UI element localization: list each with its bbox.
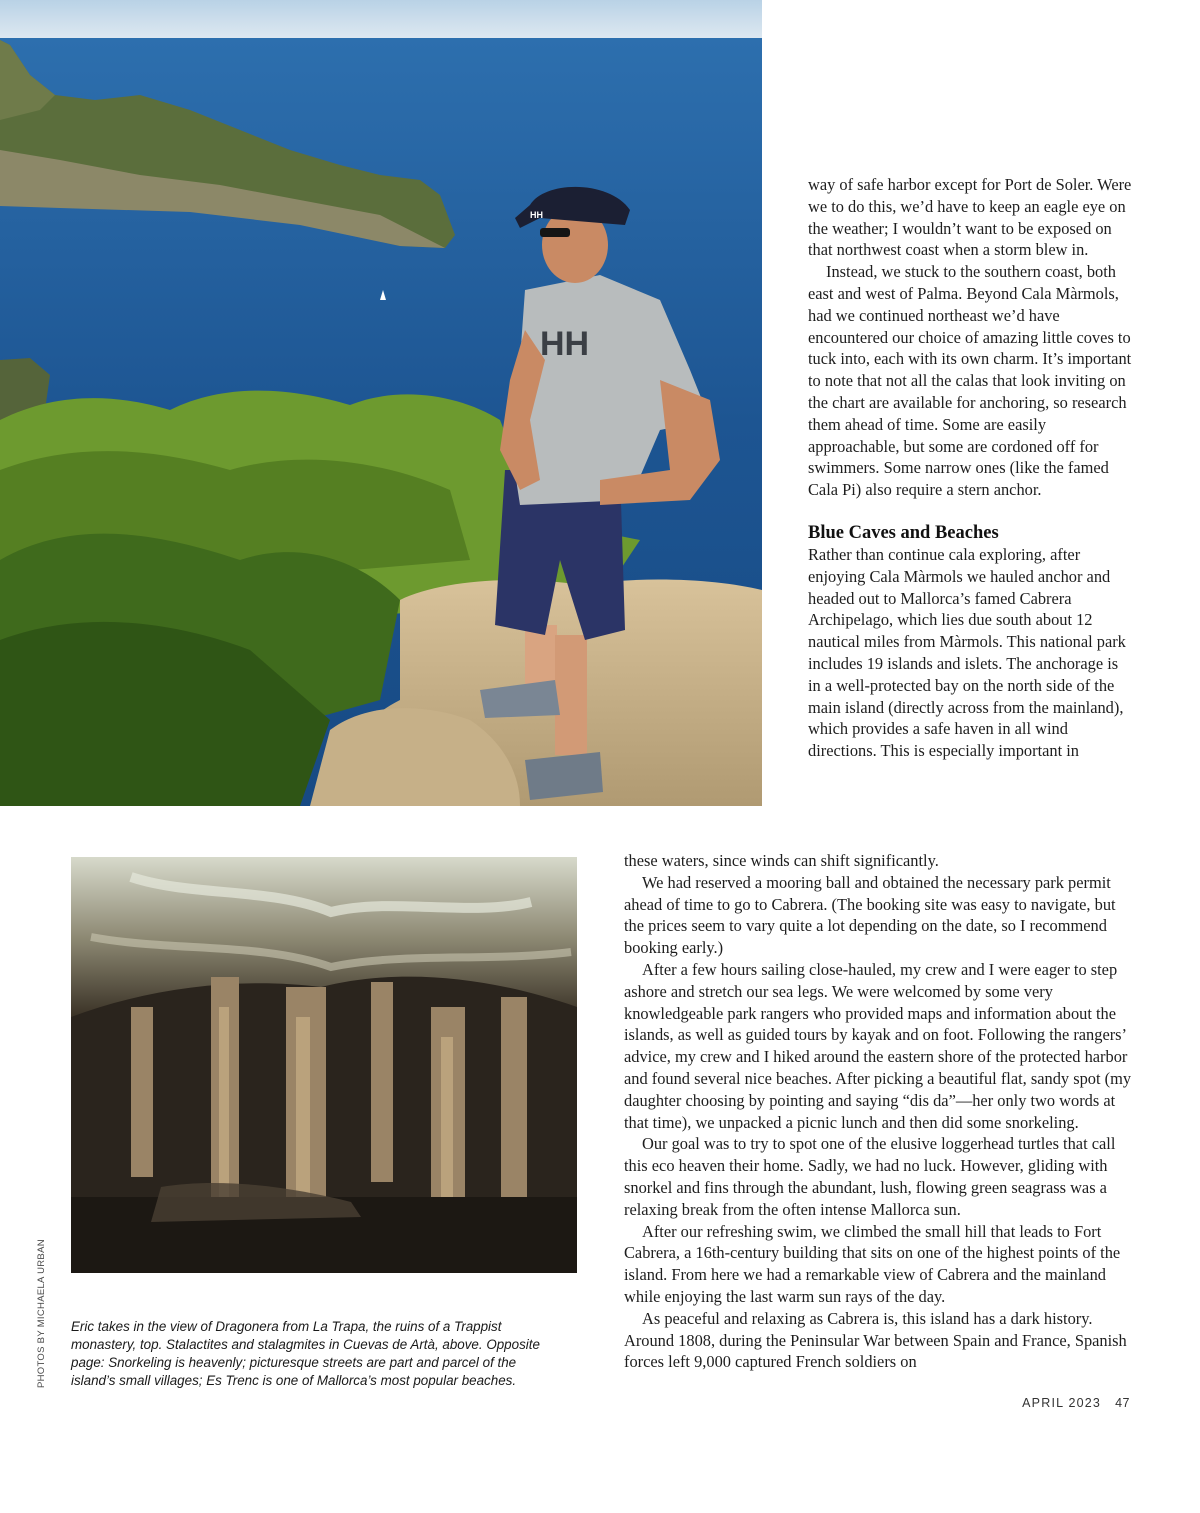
paragraph: As peaceful and relaxing as Cabrera is, this island has a dark history. Around 1808, during the Peninsular War between Spain and France, Spanish forces left 9,000 captured French soldiers on — [624, 1308, 1127, 1372]
paragraph: these waters, since winds can shift significantly. — [624, 851, 939, 870]
page-number: 47 — [1115, 1396, 1130, 1410]
cap-logo: HH — [530, 210, 543, 220]
cave-illustration — [71, 857, 577, 1273]
paragraph: We had reserved a mooring ball and obtained the necessary park permit ahead of time to go to Cabrera. (The booking site was easy to navigate, but the prices seem to vary quite a lot depending on the date, so I recommend booking early.) — [624, 872, 1116, 958]
article-column-lower — [624, 850, 1134, 1373]
paragraph: Instead, we stuck to the southern coast, both east and west of Palma. Beyond Cala Màrmols, had we continued northeast we’d have encountered our choice of amazing little coves to tuck into, each with its own charm. It’s important to note that not all the calas that look inviting on the chart are available for anchoring, so research them ahead of time. Some are easily approachable, but some are cordoned off for swimmers. Some narrow ones (like the famed Cala Pi) also require a stern anchor. — [808, 262, 1132, 500]
paragraph: After a few hours sailing close-hauled, my crew and I were eager to step ashore and stretch our sea legs. We were welcomed by some very knowledgeable park rangers who provided maps and information about the islands, as well as guided tours by kayak and on foot. Following the rangers’ advice, my crew and I hiked around the eastern shore of the protected harbor and found several nice beaches. After picking a beautiful flat, sandy spot (my daughter choosing by pointing and saying “dis da”—her only two words at that time), we unpacked a picnic lunch and then did some snorkeling. — [624, 959, 1132, 1132]
issue-date: APRIL 2023 — [1022, 1396, 1102, 1410]
paragraph: way of safe harbor except for Port de Soler. Were we to do this, we’d have to keep an eagle eye on the weather; I wouldn’t want to be exposed on that northwest coast when a storm blew in. — [808, 175, 1132, 260]
photo-cave — [71, 857, 577, 1273]
paragraph: Our goal was to try to spot one of the elusive loggerhead turtles that call this eco heaven their home. Sadly, we had no luck. However, gliding with snorkel and fins through the abundant, lush, flowing green seagrass was a relaxing break from the often intense Mallorca sun. — [624, 1134, 1116, 1219]
photo-caption: Eric takes in the view of Dragonera from La Trapa, the ruins of a Trappist monastery, top. Stalactites and stalagmites in Cuevas de Artà, above. Opposite page: Snorkeling is heavenly; picturesque streets are part and parcel of the island’s small villages; Es Trenc is one of Mallorca’s most popular beaches. — [71, 1319, 540, 1388]
cliff-view-illustration — [0, 0, 762, 806]
article-column-upper — [808, 174, 1138, 762]
paragraph: Rather than continue cala exploring, after enjoying Cala Màrmols we hauled anchor and headed out to Mallorca’s famed Cabrera Archipelago, which lies due south about 12 nautical miles from Màrmols. This national park includes 19 islands and islets. The anchorage is in a well-protected bay on the north side of the main island (directly across from the mainland), which provides a safe haven in all wind directions. This is especially important in — [808, 544, 1126, 761]
page-footer — [1022, 1396, 1130, 1410]
photo-cliff-view — [0, 0, 762, 806]
paragraph: After our refreshing swim, we climbed the small hill that leads to Fort Cabrera, a 16th-century building that sits on one of the highest points of the island. From here we had a remarkable view of Cabrera and the mainland while enjoying the last warm sun rays of the day. — [624, 1221, 1121, 1306]
shirt-logo: HH — [540, 325, 590, 363]
photo-credit: PHOTOS BY MICHAELA URBAN — [36, 1239, 47, 1388]
section-heading: Blue Caves and Beaches — [808, 522, 999, 543]
